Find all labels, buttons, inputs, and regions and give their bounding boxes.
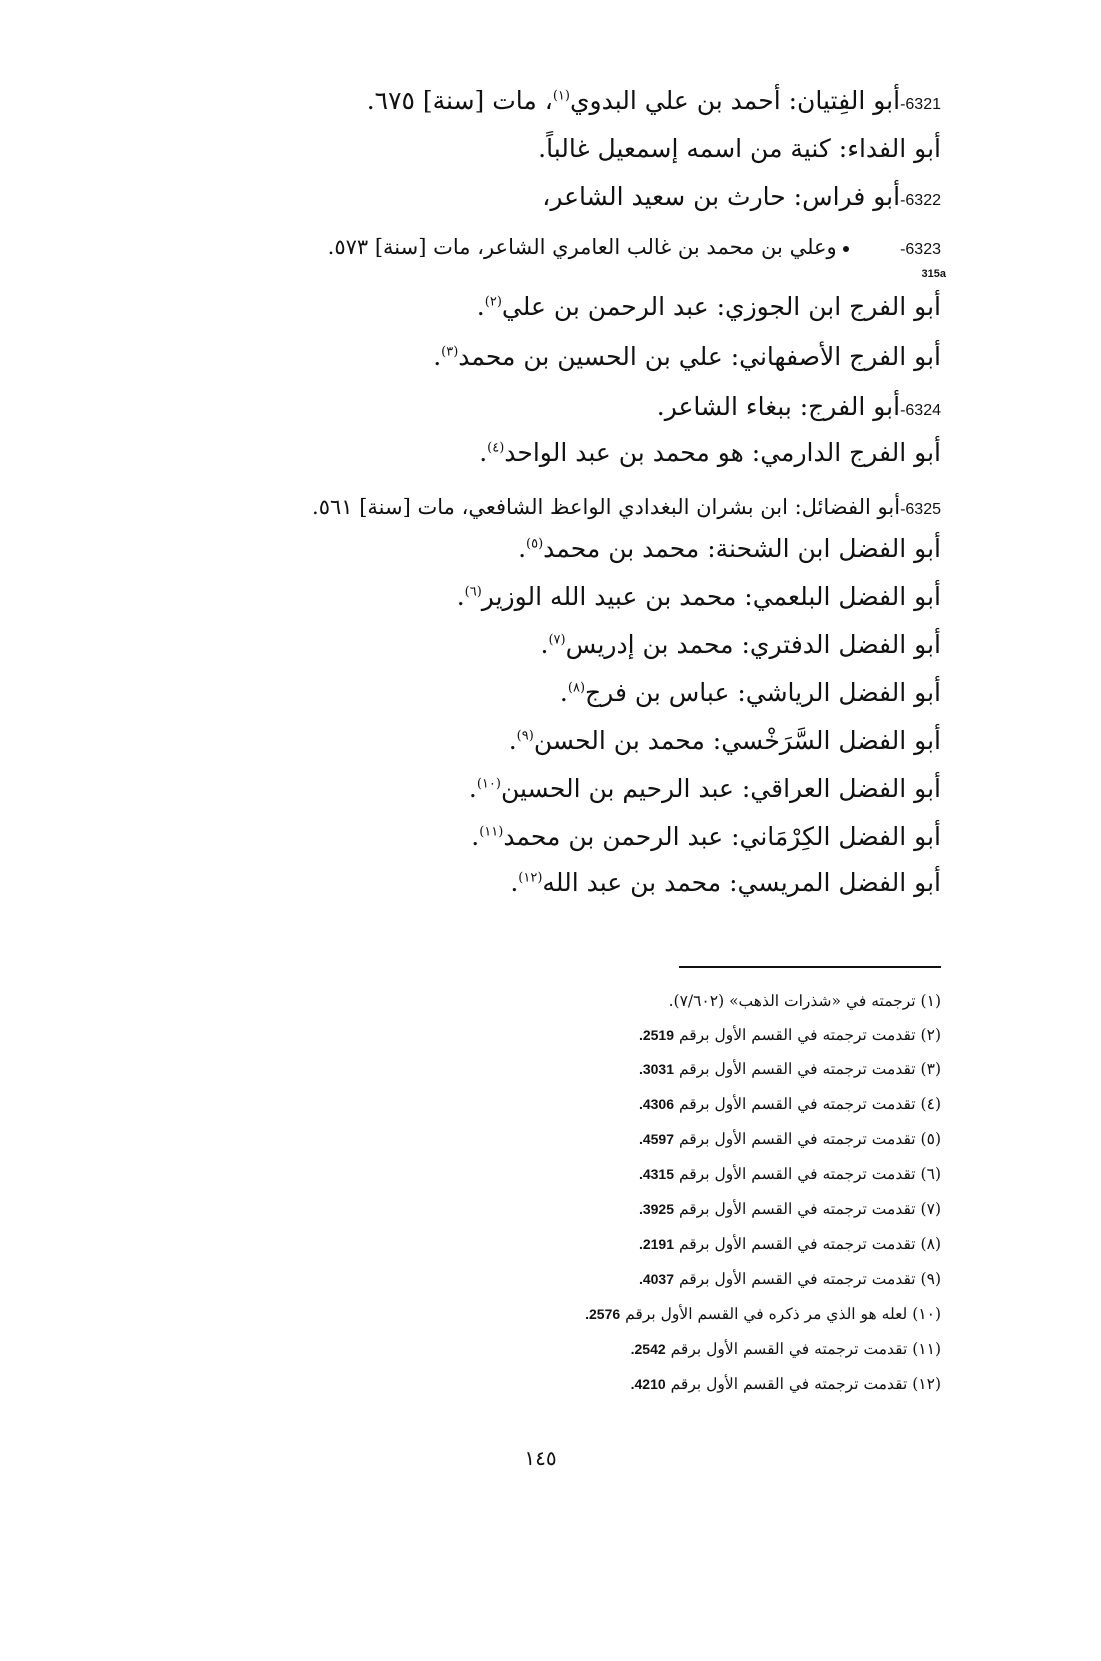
entry-text: أبو الفضل الكِرْمَاني: عبد الرحمن بن محمد bbox=[503, 822, 941, 851]
entry-number: 6322- bbox=[900, 192, 941, 209]
entry-tail: . bbox=[468, 774, 477, 803]
footnote-ref: (٥) bbox=[526, 536, 544, 552]
entry-line bbox=[538, 132, 941, 166]
entry-line bbox=[509, 724, 941, 758]
footnote-marker: (٣) bbox=[920, 1060, 941, 1078]
footnote bbox=[639, 1233, 941, 1255]
entry-tail: . bbox=[433, 342, 442, 371]
entry-line bbox=[518, 532, 941, 566]
footnote-ref-number: 3925. bbox=[638, 1201, 674, 1217]
entry-line bbox=[542, 180, 941, 218]
footnote-ref: (٦) bbox=[464, 584, 482, 600]
entry-text: أبو الفضل ابن الشحنة: محمد بن محمد bbox=[543, 534, 941, 563]
entry-tail: . bbox=[540, 630, 549, 659]
entry-text: أبو الفضل المريسي: محمد بن عبد الله bbox=[542, 868, 941, 897]
entry-tail: ، مات [سنة] ٦٧٥. bbox=[366, 86, 553, 115]
entry-tail: . bbox=[518, 534, 527, 563]
entry-text: وعلي بن محمد بن غالب العامري الشاعر، مات [سنة] ٥٧٣. bbox=[327, 235, 837, 259]
footnote-ref: (٩) bbox=[516, 728, 534, 744]
footnote-ref-number: 2519. bbox=[638, 1027, 674, 1043]
footnote-marker: (٤) bbox=[920, 1095, 941, 1113]
entry-line bbox=[312, 490, 941, 527]
entry-text: أبو الفضل العراقي: عبد الرحيم بن الحسين bbox=[500, 774, 941, 803]
footnote-text: ترجمته في «شذرات الذهب» (٧/٦٠٢). bbox=[668, 992, 916, 1010]
footnote-ref-number: 4037. bbox=[638, 1271, 674, 1287]
entry-text: أبو الفرج ابن الجوزي: عبد الرحمن بن علي bbox=[501, 292, 941, 321]
footnote-text: تقدمت ترجمته في القسم الأول برقم bbox=[678, 1235, 916, 1253]
footnote-ref-number: 4210. bbox=[630, 1376, 666, 1392]
entry-line bbox=[560, 676, 941, 710]
footnote bbox=[639, 1093, 941, 1115]
entry-line bbox=[657, 390, 941, 428]
entry-tail: . bbox=[456, 582, 465, 611]
footnote-ref-number: 4597. bbox=[638, 1131, 674, 1147]
footnote-ref: (٣) bbox=[441, 344, 459, 360]
entry-line bbox=[469, 772, 941, 806]
footnote bbox=[631, 1373, 941, 1395]
footnote-marker: (٩) bbox=[920, 1270, 941, 1288]
entry-line bbox=[471, 820, 941, 854]
entry-number: 6324- bbox=[900, 402, 941, 419]
footnote-marker: (٦) bbox=[920, 1165, 941, 1183]
entry-line bbox=[328, 230, 941, 267]
footnote bbox=[639, 1163, 941, 1185]
footnote-text: تقدمت ترجمته في القسم الأول برقم bbox=[678, 1165, 916, 1183]
footnote-text: تقدمت ترجمته في القسم الأول برقم bbox=[678, 1026, 916, 1044]
footnote-marker: (١) bbox=[920, 992, 941, 1010]
footnote-ref-number: 2191. bbox=[638, 1236, 674, 1252]
entry-line bbox=[510, 866, 941, 900]
footnote-text: تقدمت ترجمته في القسم الأول برقم bbox=[678, 1130, 916, 1148]
footnote bbox=[585, 1303, 941, 1325]
footnote-ref: (٢) bbox=[484, 294, 502, 310]
entry-text: أبو الفداء: كنية من اسمه إسمعيل غالباً. bbox=[538, 134, 941, 163]
entry-line bbox=[367, 84, 941, 122]
footnote bbox=[669, 990, 941, 1012]
entry-text: أبو الفرج: ببغاء الشاعر. bbox=[656, 392, 901, 421]
footnote-ref: (١٠) bbox=[476, 776, 501, 792]
footnote-ref-number: 2542. bbox=[630, 1341, 666, 1357]
footnote-ref: (٨) bbox=[567, 680, 586, 696]
entry-tail: . bbox=[508, 726, 517, 755]
entry-text: أبو الفرج الدارمي: هو محمد بن عبد الواحد bbox=[504, 438, 941, 467]
footnote-marker: (٥) bbox=[920, 1130, 941, 1148]
footnote bbox=[639, 1058, 941, 1080]
footnote bbox=[631, 1338, 941, 1360]
entry-text: أبو الفضل الرياشي: عباس بن فرج bbox=[585, 678, 941, 707]
footnote-marker: (١١) bbox=[912, 1340, 941, 1358]
entry-tail: . bbox=[476, 292, 485, 321]
entry-text: أبو الفضل البلعمي: محمد بن عبيد الله الوزير bbox=[481, 582, 941, 611]
footnote-text: لعله هو الذي مر ذكره في القسم الأول برقم bbox=[625, 1305, 908, 1323]
footnote-text: تقدمت ترجمته في القسم الأول برقم bbox=[670, 1375, 908, 1393]
footnote bbox=[639, 1024, 941, 1046]
page-number: ١٤٥ bbox=[524, 1446, 557, 1470]
footnote-marker: (٨) bbox=[920, 1235, 941, 1253]
footnote-marker: (٢) bbox=[920, 1026, 941, 1044]
footnote-ref-number: 3031. bbox=[638, 1061, 674, 1077]
entry-text: أبو الفِتيان: أحمد بن علي البدوي bbox=[569, 86, 901, 115]
entry-number: 6323- bbox=[900, 241, 941, 258]
footnote-marker: (١٠) bbox=[912, 1305, 941, 1323]
entry-line bbox=[540, 628, 941, 662]
footnote bbox=[639, 1198, 941, 1220]
footnote-ref: (١١) bbox=[479, 824, 504, 840]
entry-tail: . bbox=[559, 678, 568, 707]
marginal-folio-note: 315a bbox=[921, 268, 946, 280]
footnote-text: تقدمت ترجمته في القسم الأول برقم bbox=[678, 1095, 916, 1113]
footnote-ref-number: 2576. bbox=[585, 1306, 621, 1322]
footnote-ref: (٤) bbox=[487, 440, 505, 456]
footnote-ref: (١٢) bbox=[518, 870, 543, 886]
entry-line bbox=[479, 436, 941, 470]
footnote-marker: (١٢) bbox=[912, 1375, 941, 1393]
footnote-ref: (١) bbox=[552, 88, 570, 104]
entry-text: أبو فراس: حارث بن سعيد الشاعر، bbox=[542, 182, 901, 211]
entry-tail: . bbox=[479, 438, 488, 467]
footnote-text: تقدمت ترجمته في القسم الأول برقم bbox=[678, 1060, 916, 1078]
entry-text: أبو الفضل الدفتري: محمد بن إدريس bbox=[565, 630, 941, 659]
entry-text: أبو الفضل السَّرَخْسي: محمد بن الحسن bbox=[533, 726, 941, 755]
footnote-separator bbox=[679, 966, 941, 968]
footnote-text: تقدمت ترجمته في القسم الأول برقم bbox=[678, 1270, 916, 1288]
footnote bbox=[639, 1268, 941, 1290]
entry-text: أبو الفرج الأصفهاني: علي بن الحسين بن محمد bbox=[458, 342, 941, 371]
footnote-ref-number: 4306. bbox=[638, 1096, 674, 1112]
footnote-text: تقدمت ترجمته في القسم الأول برقم bbox=[670, 1340, 908, 1358]
footnote-ref-number: 4315. bbox=[638, 1166, 674, 1182]
entry-tail: . bbox=[471, 822, 480, 851]
entry-number: 6325- bbox=[900, 501, 941, 518]
entry-tail: . bbox=[510, 868, 519, 897]
footnote-ref: (٧) bbox=[548, 632, 566, 648]
bullet-icon bbox=[843, 246, 849, 252]
entry-line bbox=[457, 580, 941, 614]
entry-line bbox=[477, 290, 941, 324]
footnote-marker: (٧) bbox=[920, 1200, 941, 1218]
entry-text: أبو الفضائل: ابن بشران البغدادي الواعظ الشافعي، مات [سنة] ٥٦١. bbox=[312, 495, 901, 519]
entry-number: 6321- bbox=[900, 96, 941, 113]
footnote-text: تقدمت ترجمته في القسم الأول برقم bbox=[678, 1200, 916, 1218]
footnote bbox=[639, 1128, 941, 1150]
entry-line bbox=[433, 340, 941, 374]
